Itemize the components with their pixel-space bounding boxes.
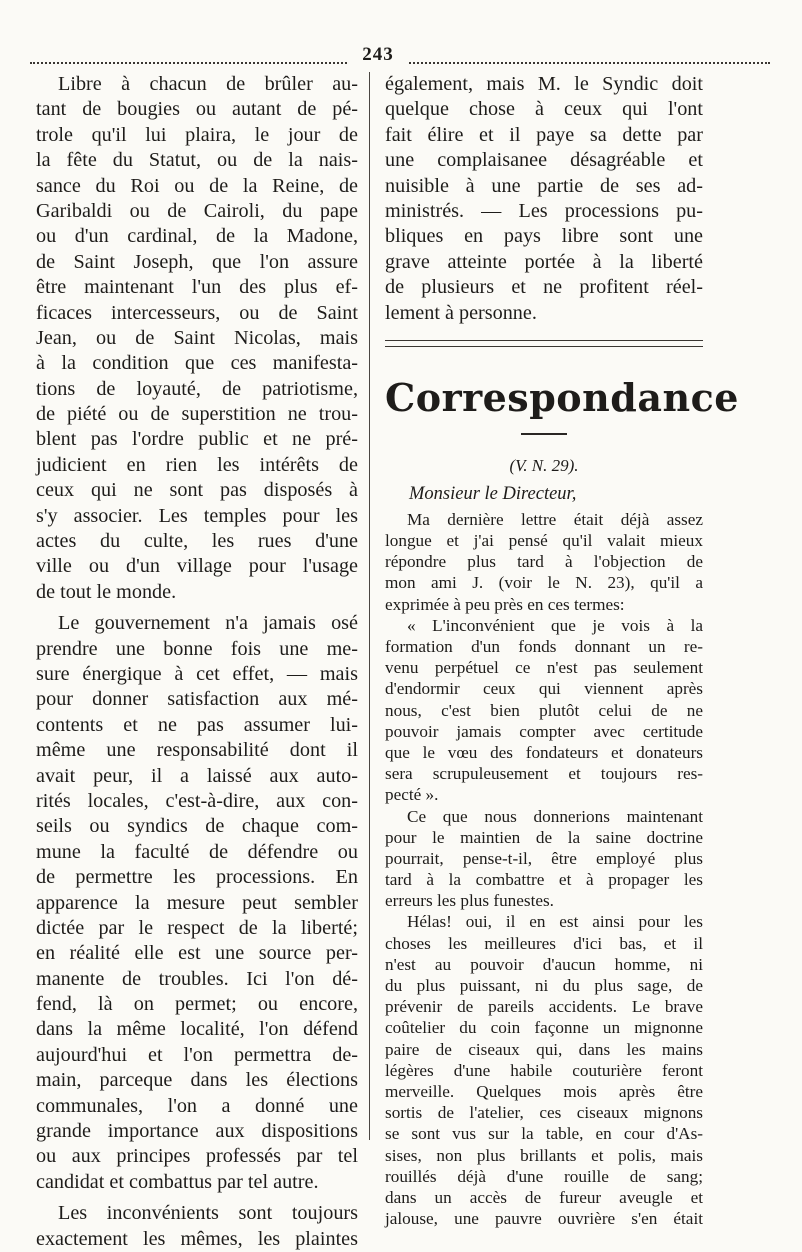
text-line: bliques en pays libre sont une bbox=[385, 225, 703, 248]
text-line: sance du Roi ou de la Reine, de bbox=[36, 174, 358, 197]
letter-reference: (V. N. 29). bbox=[509, 455, 579, 475]
text-line: grande importance aux dispositions bbox=[36, 1120, 358, 1143]
text-line: venu perpétuel ce n'est pas seulement bbox=[385, 658, 703, 678]
text-line: une complaisanee désagréable et bbox=[385, 149, 703, 172]
text-line: lement à personne. bbox=[385, 301, 537, 324]
text-line: dictée par le respect de la liberté; bbox=[36, 916, 358, 939]
text-line: Libre à chacun de brûler au- bbox=[58, 73, 358, 95]
text-line: ou d'un cardinal, de la Madone, bbox=[36, 225, 358, 248]
text-line: Hélas! oui, il en est ainsi pour les bbox=[407, 912, 703, 932]
text-line: n'est au pouvoir d'aucun homme, ni bbox=[385, 954, 703, 974]
text-line: à la condition que ces manifesta- bbox=[36, 352, 358, 375]
text-line: main, parceque dans les élections bbox=[36, 1069, 358, 1092]
text-line: de piété ou de superstition ne trou- bbox=[36, 403, 358, 426]
text-line: exactement les mêmes, les plaintes bbox=[36, 1227, 358, 1250]
text-line: quelque chose à ceux qui l'ont bbox=[385, 98, 703, 121]
text-line: répondre plus tard à l'objection de bbox=[385, 552, 703, 572]
text-line: ville ou d'un village pour l'usage bbox=[36, 555, 358, 578]
text-line: merveille. Quelques mois après être bbox=[385, 1081, 703, 1101]
text-line: paire de ciseaux qui, dans les mains bbox=[385, 1039, 703, 1059]
text-line: formation d'un fonds donnant un re- bbox=[385, 637, 703, 657]
text-line: Jean, ou de Saint Nicolas, mais bbox=[36, 326, 358, 349]
text-line: rouillés déjà d'une rouille de sang; bbox=[385, 1166, 703, 1186]
section-separator-rule bbox=[385, 340, 703, 347]
left-column bbox=[36, 72, 358, 1252]
page-number: 243 bbox=[348, 44, 408, 66]
text-line: actes du culte, les rues d'une bbox=[36, 530, 358, 553]
text-line: fait élire et il paye sa dette par bbox=[385, 123, 703, 146]
text-line: longue et j'ai pensé qu'il valait mieux bbox=[385, 531, 703, 551]
text-line: nuisible à une partie de ses ad- bbox=[385, 174, 703, 197]
text-line: ceux qui ne sont pas disposés à bbox=[36, 479, 358, 502]
text-line: contents et ne pas assumer lui- bbox=[36, 713, 358, 736]
text-line: sera scrupuleusement et toujours res- bbox=[385, 764, 703, 784]
text-line: en réalité elle est une source per- bbox=[36, 942, 358, 965]
text-line: pecté ». bbox=[385, 785, 439, 805]
text-line: exprimée à peu près en ces termes: bbox=[385, 594, 625, 614]
letter-body bbox=[385, 509, 703, 1229]
text-line: coûtelier du coin façonne un mignonne bbox=[385, 1018, 703, 1038]
text-line: sortis de l'atelier, ces ciseaux mignons bbox=[385, 1103, 703, 1123]
text-line: seils ou syndics de chaque com- bbox=[36, 815, 358, 838]
text-line: rités locales, c'est-à-dire, aux con- bbox=[36, 789, 358, 812]
text-line: prévenir de pareils accidents. Le brave bbox=[385, 997, 703, 1017]
title-underline-rule bbox=[521, 433, 567, 435]
text-line: candidat et combattus par tel autre. bbox=[36, 1170, 319, 1193]
text-line: pourrait, pense-t-il, être employé plus bbox=[385, 848, 703, 868]
text-line: tard à la combattre et à propager les bbox=[385, 870, 703, 890]
text-line: dans la même localité, l'on défend bbox=[36, 1018, 358, 1041]
text-line: pour le maintien de la saine doctrine bbox=[385, 827, 703, 847]
text-line: Ma dernière lettre était déjà assez bbox=[407, 509, 703, 529]
text-line: s'y associer. Les temples pour les bbox=[36, 504, 358, 527]
text-line: également, mais M. le Syndic doit bbox=[385, 73, 703, 95]
text-line: prendre une bonne fois une me- bbox=[36, 637, 358, 660]
text-line: légères d'une habile couturière feront bbox=[385, 1060, 703, 1080]
text-line: dans un accès de fureur aveugle et bbox=[385, 1187, 703, 1207]
text-line: pour donner satisfaction aux mé- bbox=[36, 688, 358, 711]
text-line: manente de troubles. Ici l'on dé- bbox=[36, 967, 358, 990]
text-line: erreurs les plus funestes. bbox=[385, 891, 554, 911]
text-line: ficaces intercesseurs, ou de Saint bbox=[36, 301, 358, 324]
text-line: sises, non plus brillants et polis, mais bbox=[385, 1145, 703, 1165]
text-line: du plus puissant, ni du plus sage, de bbox=[385, 976, 703, 996]
text-line: choses les meilleures d'ici bas, et il bbox=[385, 933, 703, 953]
right-column-continuation bbox=[385, 72, 703, 326]
text-line: judicient en rien les intérêts de bbox=[36, 453, 358, 476]
text-line: même une responsabilité dont il bbox=[36, 739, 358, 762]
right-column bbox=[385, 72, 739, 1229]
text-line: trole qu'il lui plaira, le jour de bbox=[36, 123, 358, 146]
text-line: de tout le monde. bbox=[36, 580, 177, 603]
letter-salutation: Monsieur le Directeur, bbox=[409, 483, 577, 504]
text-line: Ce que nous donnerions maintenant bbox=[407, 806, 703, 826]
text-line: communales, l'on a donné une bbox=[36, 1094, 358, 1117]
text-line: Le gouvernement n'a jamais osé bbox=[58, 612, 358, 635]
text-line: de Saint Joseph, que l'on assure bbox=[36, 250, 358, 273]
text-line: aujourd'hui et l'on permettra de- bbox=[36, 1043, 358, 1066]
text-line: nous, c'est bien plutôt celui de ne bbox=[385, 700, 703, 720]
text-line: ministrés. — Les processions pu- bbox=[385, 199, 703, 222]
text-line: tions de loyauté, de patriotisme, bbox=[36, 377, 358, 400]
text-line: apparence la mesure peut sembler bbox=[36, 891, 358, 914]
section-title: Correspondance bbox=[385, 374, 739, 420]
text-line: Garibaldi ou de Cairoli, du pape bbox=[36, 199, 358, 222]
text-line: avait peur, il a laissé aux auto- bbox=[36, 764, 358, 787]
text-line: mon ami J. (voir le N. 23), qu'il a bbox=[385, 573, 703, 593]
text-line: sure énergique à cet effet, — mais bbox=[36, 662, 358, 685]
text-line: de permettre les processions. En bbox=[36, 866, 358, 889]
text-line: fend, là on permet; ou encore, bbox=[36, 993, 358, 1016]
text-line: de plusieurs et ne profitent réel- bbox=[385, 276, 703, 299]
text-line: blent pas l'ordre public et ne pré- bbox=[36, 428, 358, 451]
text-line: « L'inconvénient que je vois à la bbox=[407, 615, 703, 635]
text-line: grave atteinte portée à la liberté bbox=[385, 250, 703, 273]
text-line: Les inconvénients sont toujours bbox=[58, 1202, 358, 1225]
text-line: tant de bougies ou autant de pé- bbox=[36, 98, 358, 121]
text-line: mune la faculté de défendre ou bbox=[36, 840, 358, 863]
column-divider bbox=[369, 72, 370, 1140]
text-line: ou aux principes professés par tel bbox=[36, 1145, 358, 1168]
text-line: jalouse, une pauvre ouvrière s'en était bbox=[385, 1209, 703, 1229]
text-line: se sont vus sur la table, en cour d'As- bbox=[385, 1124, 703, 1144]
text-line: que le vœu des fondateurs et donateurs bbox=[385, 742, 703, 762]
text-line: d'endormir ceux qui viennent après bbox=[385, 679, 703, 699]
text-line: pouvoir jamais compter avec certitude bbox=[385, 721, 703, 741]
text-line: être maintenant l'un des plus ef- bbox=[36, 276, 358, 299]
text-line: la fête du Statut, ou de la nais- bbox=[36, 149, 358, 172]
